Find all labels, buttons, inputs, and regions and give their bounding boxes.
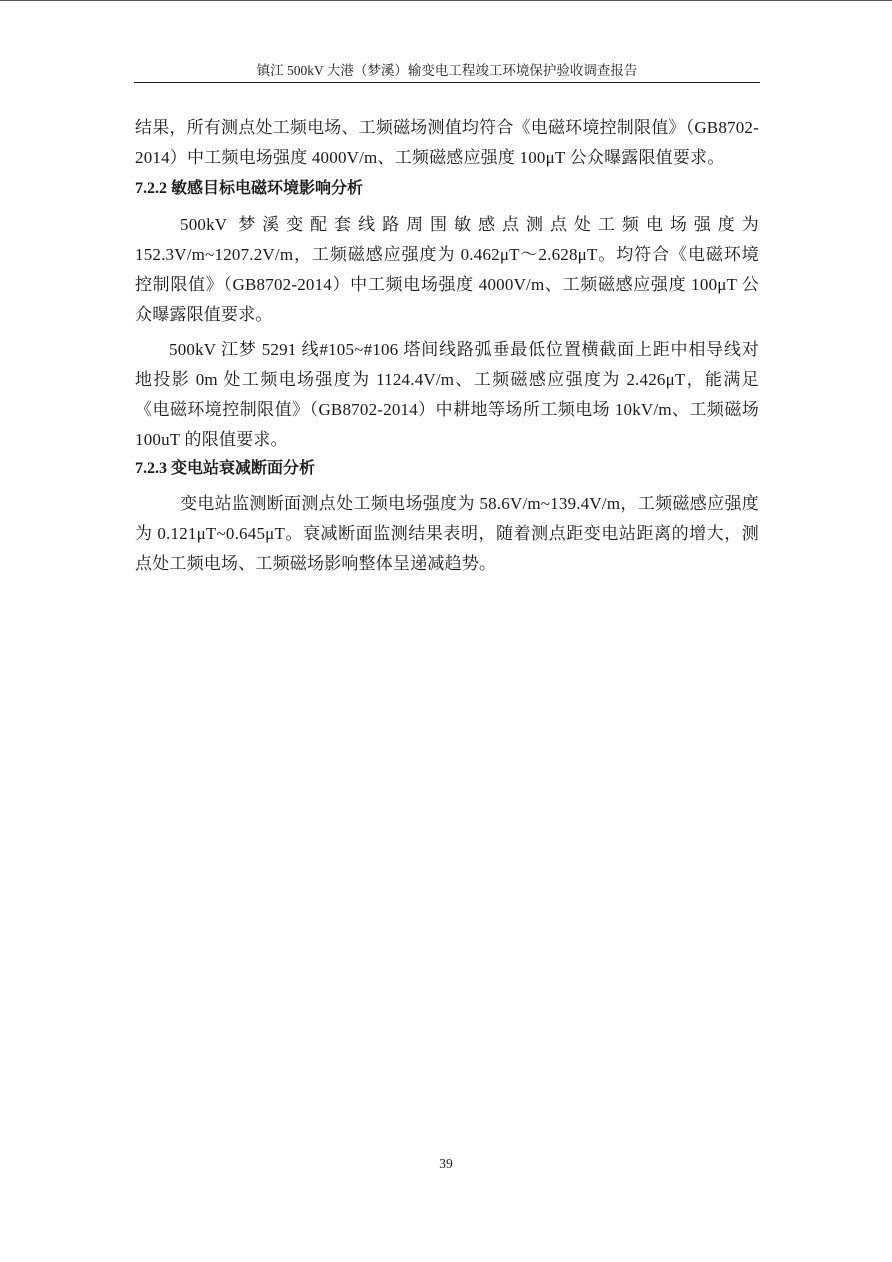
header-rule — [134, 82, 760, 83]
running-header: 镇江 500kV 大港（梦溪）输变电工程竣工环境保护验收调查报告 — [256, 63, 638, 78]
section-heading-7-2-2: 7.2.2 敏感目标电磁环境影响分析 — [135, 180, 364, 197]
section-heading-7-2-3: 7.2.3 变电站衰减断面分析 — [135, 460, 316, 477]
section-7-2-3-paragraph-1: 变电站监测断面测点处工频电场强度为 58.6V/m~139.4V/m，工频磁感应强度为 0.121μT~0.645μT。衰减断面监测结果表明，随着测点距变电站距离的增大，测点处工频电场、工频磁场影响整体呈递减趋势。 — [135, 494, 759, 573]
intro-paragraph: 结果，所有测点处工频电场、工频磁场测值均符合《电磁环境控制限值》（GB8702-2014）中工频电场强度 4000V/m、工频磁感应强度 100μT 公众曝露限值要求。 — [135, 118, 759, 167]
section-7-2-2-paragraph-2: 500kV 江梦 5291 线#105~#106 塔间线路弧垂最低位置横截面上距中相导线对地投影 0m 处工频电场强度为 1124.4V/m、工频磁感应强度为 2.426μT，能满足《电磁环境控制限值》（GB8702-2014）中耕地等场所工频电场 10kV/m、工频磁场 100uT 的限值要求。 — [135, 340, 759, 449]
section-7-2-2-paragraph-1: 500kV 梦溪变配套线路周围敏感点测点处工频电场强度为 152.3V/m~1207.2V/m，工频磁感应强度为 0.462μT～2.628μT。均符合《电磁环境控制限值》（GB8702-2014）中工频电场强度 4000V/m、工频磁感应强度 100μT 公众曝露限值要求。 — [135, 215, 759, 324]
document-body — [135, 113, 759, 579]
page-number: 39 — [439, 1156, 453, 1171]
